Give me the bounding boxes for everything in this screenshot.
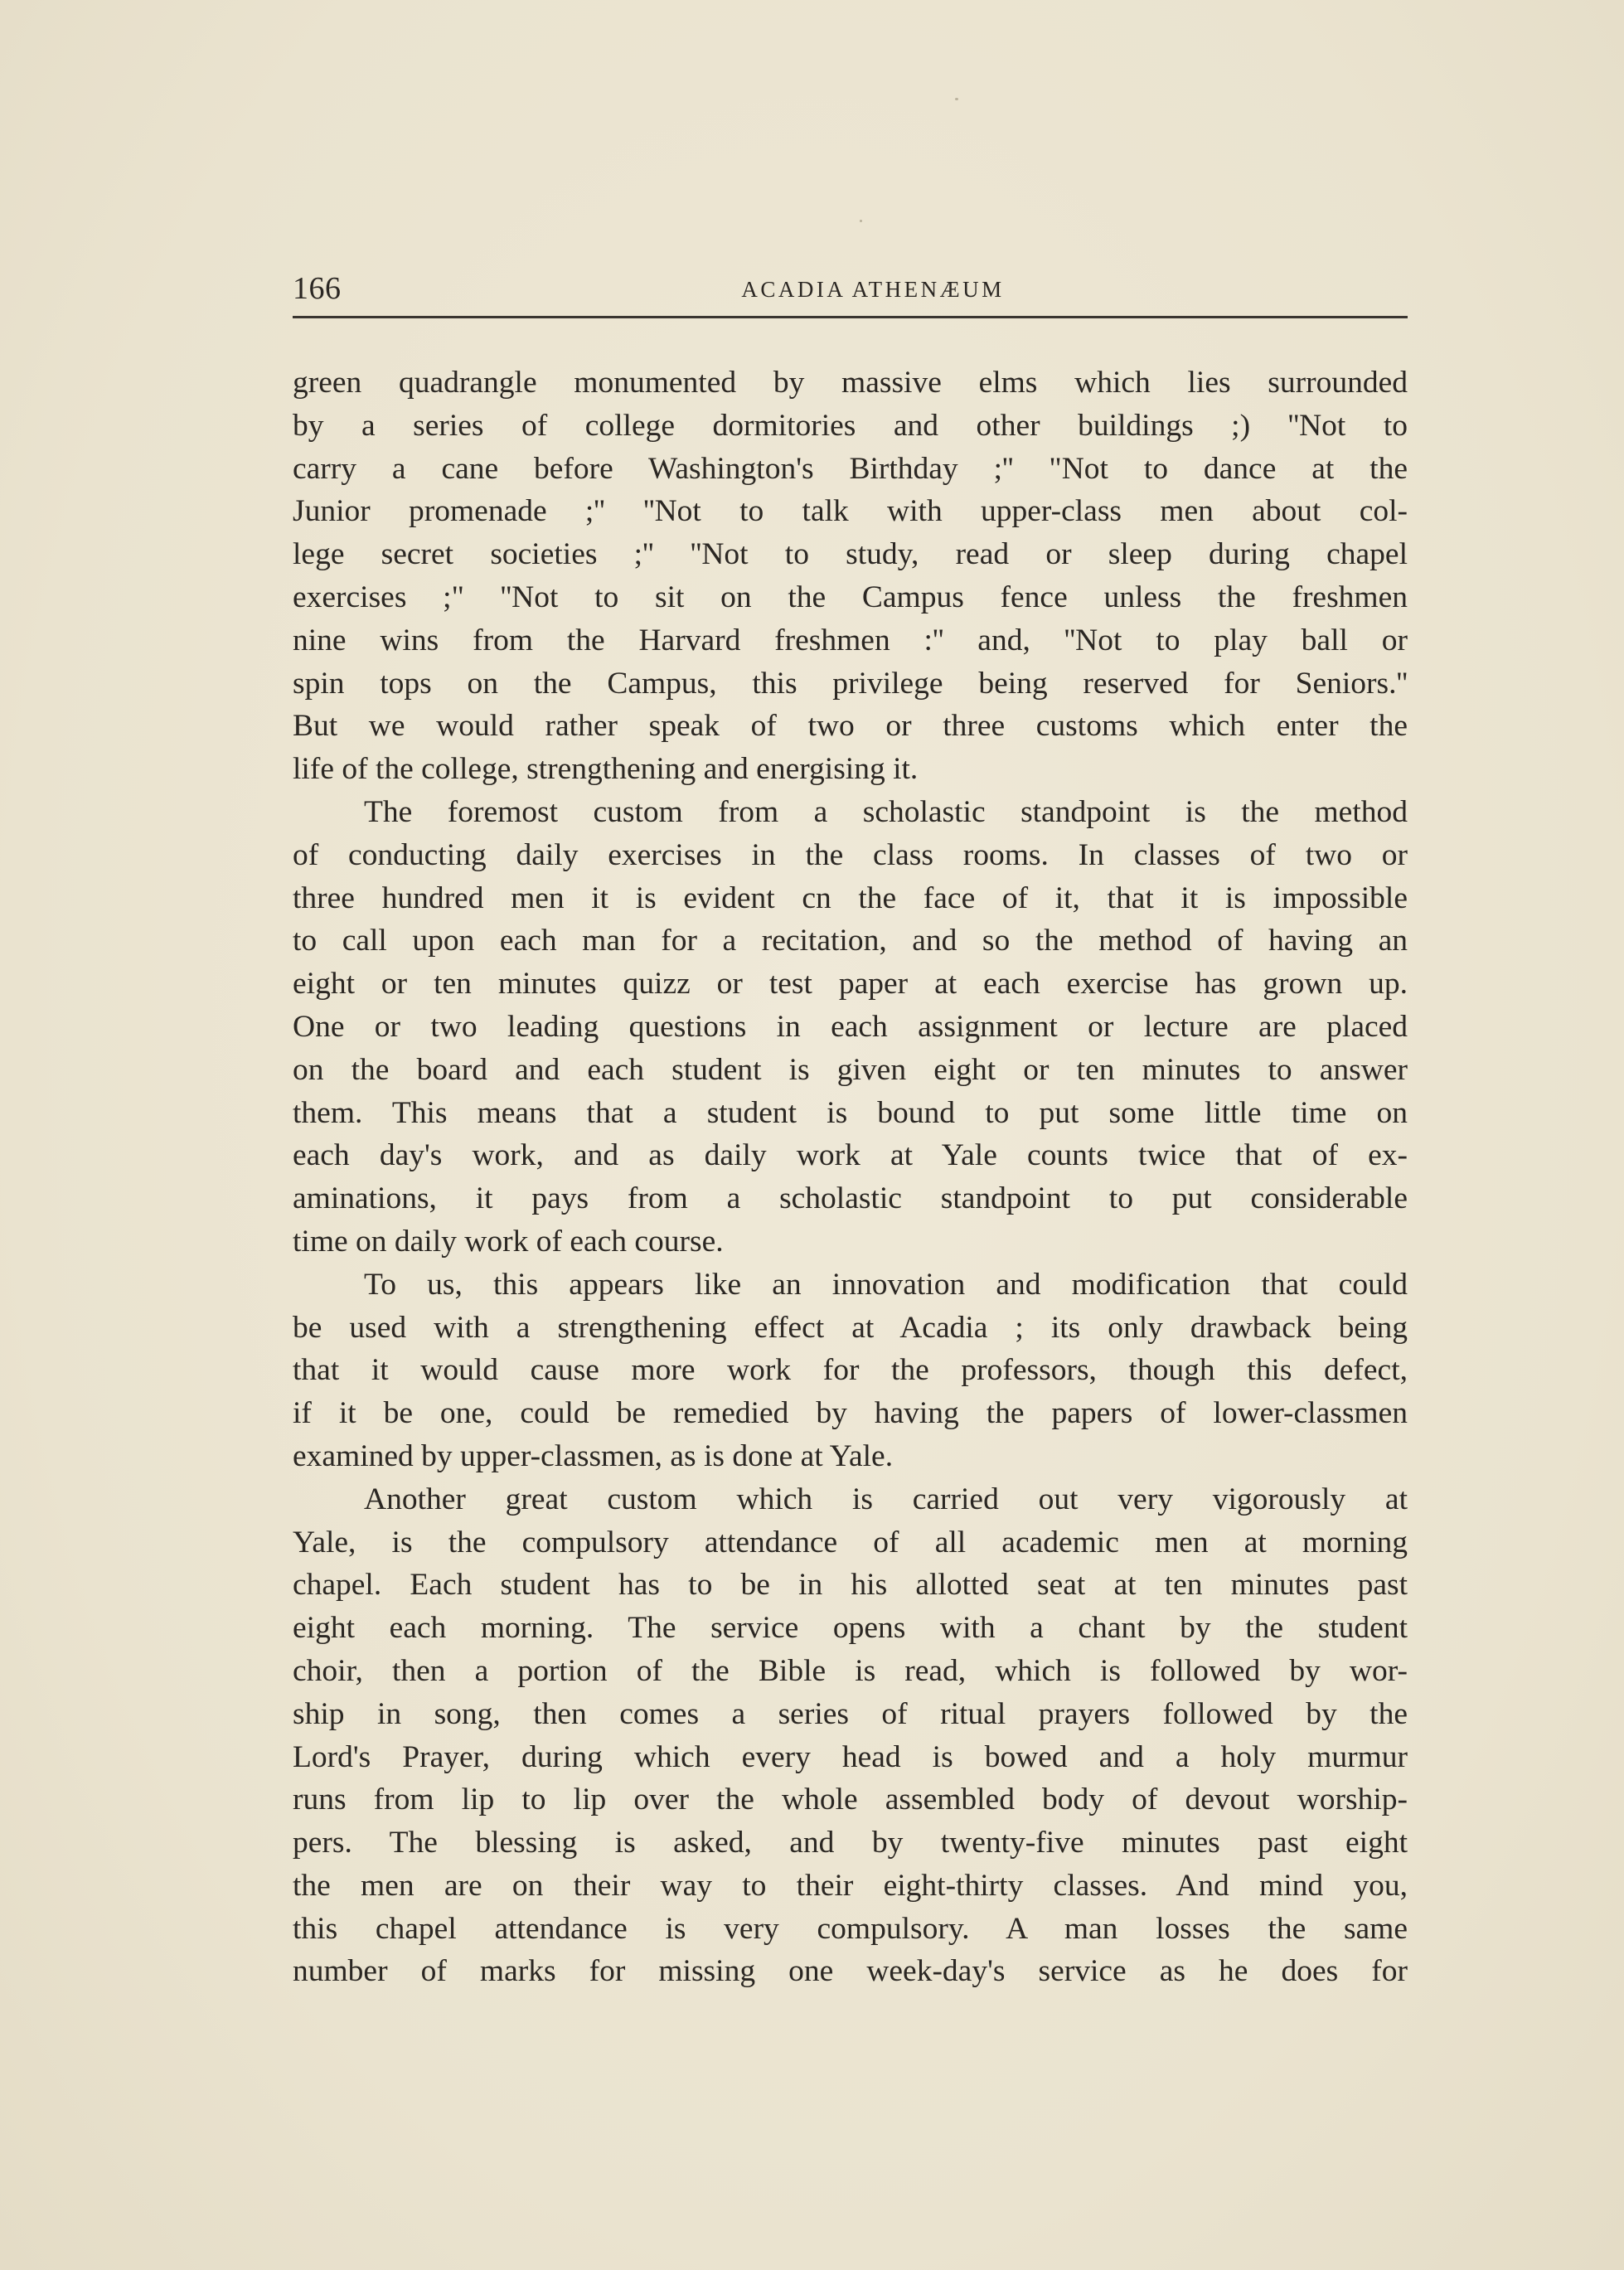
- text-line: eight or ten minutes quizz or test paper at each exercise has grown up.: [293, 967, 1408, 1002]
- text-line: pers. The blessing is asked, and by twenty-five minutes past eight: [293, 1826, 1408, 1860]
- text-line: to call upon each man for a recitation, and so the method of having an: [293, 924, 1408, 958]
- paper-speck: [955, 98, 958, 100]
- text-line: Yale, is the compulsory attendance of all academic men at morning: [293, 1525, 1408, 1559]
- text-line: choir, then a portion of the Bible is read, which is followed by wor-: [293, 1653, 1408, 1688]
- text-line: exercises ;" ''Not to sit on the Campus fence unless the freshmen: [293, 580, 1408, 614]
- text-line: But we would rather speak of two or three customs which enter the: [293, 709, 1408, 744]
- text-line: that it would cause more work for the professors, though this defect,: [293, 1353, 1408, 1388]
- text-line: To us, this appears like an innovation and modification that could: [364, 1267, 1408, 1302]
- text-line: lege secret societies ;'' ''Not to study, read or sleep during chapel: [293, 537, 1408, 572]
- text-line: on the board and each student is given eight or ten minutes to answer: [293, 1052, 1408, 1087]
- text-line: Another great custom which is carried out very vigorously at: [364, 1482, 1408, 1516]
- text-line: by a series of college dormitories and other buildings ;) ''Not to: [293, 408, 1408, 443]
- text-line: three hundred men it is evident cn the face of it, that it is impossible: [293, 880, 1408, 915]
- text-line: life of the college, strengthening and energising it.: [293, 752, 919, 787]
- text-line: ship in song, then comes a series of ritual prayers followed by the: [293, 1696, 1408, 1731]
- text-line: One or two leading questions in each assignment or lecture are placed: [293, 1009, 1408, 1044]
- text-line: them. This means that a student is bound to put some little time on: [293, 1095, 1408, 1130]
- journal-title: ACADIA ATHENÆUM: [741, 277, 1005, 302]
- text-line: if it be one, could be remedied by having the papers of lower-classmen: [293, 1396, 1408, 1431]
- text-line: examined by upper-classmen, as is done at Yale.: [293, 1438, 894, 1473]
- text-line: number of marks for missing one week-day's service as he does for: [293, 1954, 1408, 1989]
- text-line: Lord's Prayer, during which every head is bowed and a holy murmur: [293, 1739, 1408, 1774]
- text-line: nine wins from the Harvard freshmen :'' and, ''Not to play ball or: [293, 623, 1408, 657]
- text-line: eight each morning. The service opens with a chant by the student: [293, 1611, 1408, 1646]
- text-line: runs from lip to lip over the whole assembled body of devout worship-: [293, 1783, 1408, 1817]
- paper-speck: [860, 220, 862, 222]
- page-number: 166: [293, 271, 342, 306]
- text-line: The foremost custom from a scholastic standpoint is the method: [364, 794, 1408, 829]
- text-line: Junior promenade ;'' ''Not to talk with upper-class men about col-: [293, 494, 1408, 529]
- running-head: [293, 264, 1408, 313]
- text-line: green quadrangle monumented by massive elms which lies surrounded: [293, 366, 1408, 400]
- article-text: [293, 361, 1408, 1993]
- text-line: the men are on their way to their eight-thirty classes. And mind you,: [293, 1868, 1408, 1903]
- text-line: this chapel attendance is very compulsory. A man losses the same: [293, 1911, 1408, 1946]
- header-rule: [293, 316, 1408, 318]
- text-line: of conducting daily exercises in the class rooms. In classes of two or: [293, 837, 1408, 872]
- text-line: each day's work, and as daily work at Yale counts twice that of ex-: [293, 1138, 1408, 1173]
- text-line: spin tops on the Campus, this privilege being reserved for Seniors.'': [293, 666, 1408, 701]
- text-line: carry a cane before Washington's Birthday ;'' "Not to dance at the: [293, 451, 1408, 486]
- text-line: chapel. Each student has to be in his allotted seat at ten minutes past: [293, 1568, 1408, 1603]
- text-line: be used with a strengthening effect at Acadia ; its only drawback being: [293, 1310, 1408, 1345]
- text-line: time on daily work of each course.: [293, 1224, 724, 1259]
- text-line: aminations, it pays from a scholastic standpoint to put considerable: [293, 1181, 1408, 1216]
